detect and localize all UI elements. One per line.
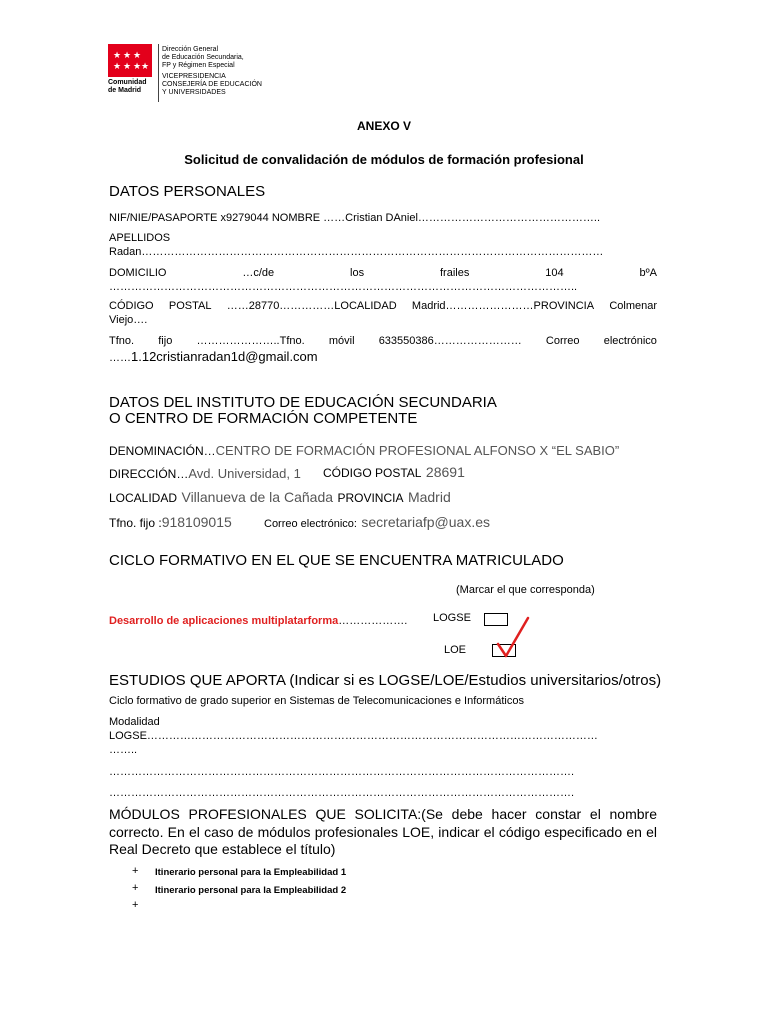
- correo-centre-line: [264, 514, 490, 532]
- modulo-bullet-1: +: [132, 865, 139, 877]
- svg-text:★: ★: [141, 62, 150, 72]
- cp-word-1: CÓDIGO: [109, 300, 154, 312]
- header-divider: [158, 44, 159, 102]
- tfno-centre-label: Tfno. fijo :: [109, 516, 162, 530]
- stars-icon: [108, 44, 152, 77]
- svg-text:★: ★: [113, 62, 122, 72]
- domicilio-word-1: DOMICILIO: [109, 267, 167, 279]
- localidad-line: [109, 489, 451, 507]
- logse-label: LOGSE: [433, 612, 471, 624]
- cp-word-3: ……28770……………LOCALIDAD: [226, 300, 397, 312]
- tfno-line: [109, 335, 657, 347]
- cp-word-5: Colmenar: [609, 300, 657, 312]
- modulo-item-1: Itinerario personal para la Empleabilidad 1: [155, 867, 347, 878]
- checkmark-icon: [492, 614, 536, 658]
- cp-line: [109, 300, 657, 312]
- domicilio-cont: ………………………………………………………………………………………………………………..: [109, 281, 578, 293]
- email-value: 1.12cristianradan1d@gmail.com: [131, 349, 318, 364]
- org-name-line2: de Madrid: [108, 87, 142, 94]
- modulo-bullet-2: +: [132, 882, 139, 894]
- header-logo: [108, 44, 288, 102]
- ciclo-dots: ……………….: [338, 615, 408, 627]
- direccion-line: [109, 465, 301, 483]
- direccion-label: DIRECCIÓN…: [109, 467, 189, 481]
- svg-text:★: ★: [123, 51, 132, 61]
- dept-line-2: de Educación Secundaria,: [162, 54, 244, 61]
- denominacion-value: CENTRO DE FORMACIÓN PROFESIONAL ALFONSO X “EL SABIO”: [215, 443, 620, 458]
- vice-line-3: Y UNIVERSIDADES: [162, 89, 226, 96]
- cp-centre-line: [323, 464, 465, 482]
- ciclo-name: Desarrollo de aplicaciones multiplatarforma: [109, 615, 339, 627]
- provincia-label: PROVINCIA: [337, 491, 404, 505]
- modulo-item-2: Itinerario personal para la Empleabilidad 2: [155, 885, 347, 896]
- page-title: ANEXO V: [356, 119, 411, 133]
- domicilio-word-2: …c/de: [242, 267, 275, 279]
- org-name-line1: Comunidad: [108, 79, 147, 86]
- denominacion-label: DENOMINACIÓN…: [109, 444, 216, 458]
- email-prefix: ……: [109, 352, 131, 364]
- svg-text:★: ★: [123, 62, 132, 72]
- personal-heading: DATOS PERSONALES: [109, 183, 266, 200]
- tfno-word-3: …………………..Tfno.: [196, 335, 305, 347]
- tfno-word-4: móvil: [328, 335, 355, 347]
- svg-text:★: ★: [133, 51, 142, 61]
- estudios-ciclo-text: Ciclo formativo de grado superior en Sistemas de Telecomunicaciones e Informáticos: [109, 695, 524, 707]
- denominacion-line: [109, 442, 619, 460]
- estudios-line-3: ……………………………………………………………………………………………………………….: [109, 787, 575, 799]
- tfno-centre-value: 918109015: [161, 514, 232, 530]
- ciclo-name-line: [109, 611, 407, 629]
- flag-emblem: [108, 44, 152, 77]
- estudios-logse-cont: ……..: [109, 744, 138, 756]
- dept-line-1: Dirección General: [162, 46, 219, 53]
- apellidos-label: APELLIDOS: [109, 232, 171, 244]
- domicilio-line: [109, 267, 657, 279]
- estudios-heading: ESTUDIOS QUE APORTA (Indicar si es LOGSE/LOE/Estudios universitarios/otros): [109, 672, 662, 689]
- svg-text:★: ★: [113, 51, 122, 61]
- tfno-word-2: fijo: [158, 335, 173, 347]
- email-line: [109, 348, 318, 366]
- cp-cont: Viejo….: [109, 314, 148, 326]
- estudios-logse-line: LOGSE……………………………………………………………………………………………………………: [109, 730, 598, 742]
- correo-centre-label: Correo electrónico:: [264, 518, 357, 530]
- tfno-centre-line: [109, 514, 232, 532]
- tfno-word-6: Correo: [545, 335, 580, 347]
- cp-centre-label: CÓDIGO POSTAL: [323, 466, 422, 480]
- cp-centre-value: 28691: [425, 464, 465, 480]
- modulos-heading: MÓDULOS PROFESIONALES QUE SOLICITA:(Se debe hacer constar el nombre correcto. En el caso de módulos profesionales LOE, indicar el código especificado en el Real Decreto que establece el título): [109, 806, 657, 857]
- svg-text:★: ★: [133, 62, 142, 72]
- page-subtitle: Solicitud de convalidación de módulos de formación profesional: [184, 152, 584, 167]
- provincia-value: Madrid: [407, 489, 451, 505]
- correo-centre-value: secretariafp@uax.es: [361, 514, 490, 530]
- cp-word-4: Madrid……………………PROVINCIA: [411, 300, 595, 312]
- localidad-label: LOCALIDAD: [109, 491, 178, 505]
- localidad-value: Villanueva de la Cañada: [181, 489, 334, 505]
- tfno-word-1: Tfno.: [109, 335, 135, 347]
- ciclo-heading: CICLO FORMATIVO EN EL QUE SE ENCUENTRA MATRICULADO: [109, 552, 564, 569]
- vice-line-2: CONSEJERÍA DE EDUCACIÓN: [162, 81, 262, 88]
- modalidad-label: Modalidad: [109, 716, 160, 728]
- apellidos-line: Radan………………………………………………………………………………………………………………: [109, 246, 604, 258]
- cp-word-2: POSTAL: [168, 300, 212, 312]
- domicilio-word-5: 104: [545, 267, 564, 279]
- direccion-value: Avd. Universidad, 1: [188, 466, 301, 481]
- tfno-word-5: 633550386……………………: [378, 335, 522, 347]
- domicilio-word-4: frailes: [439, 267, 470, 279]
- nif-line: NIF/NIE/PASAPORTE x9279044 NOMBRE ……Cristian DAniel…………………………………………..: [109, 212, 601, 224]
- tfno-word-7: electrónico: [603, 335, 657, 347]
- vice-line-1: VICEPRESIDENCIA: [162, 73, 226, 80]
- dept-line-3: FP y Régimen Especial: [162, 62, 235, 69]
- ciclo-instruction: (Marcar el que corresponda): [456, 584, 595, 596]
- domicilio-word-6: bºA: [639, 267, 657, 279]
- modulo-bullet-3: +: [132, 899, 139, 911]
- centre-heading-1: DATOS DEL INSTITUTO DE EDUCACIÓN SECUNDARIA: [109, 394, 497, 411]
- loe-label: LOE: [444, 644, 467, 656]
- estudios-line-2: ……………………………………………………………………………………………………………….: [109, 766, 575, 778]
- centre-heading-2: O CENTRO DE FORMACIÓN COMPETENTE: [109, 410, 418, 427]
- domicilio-word-3: los: [350, 267, 365, 279]
